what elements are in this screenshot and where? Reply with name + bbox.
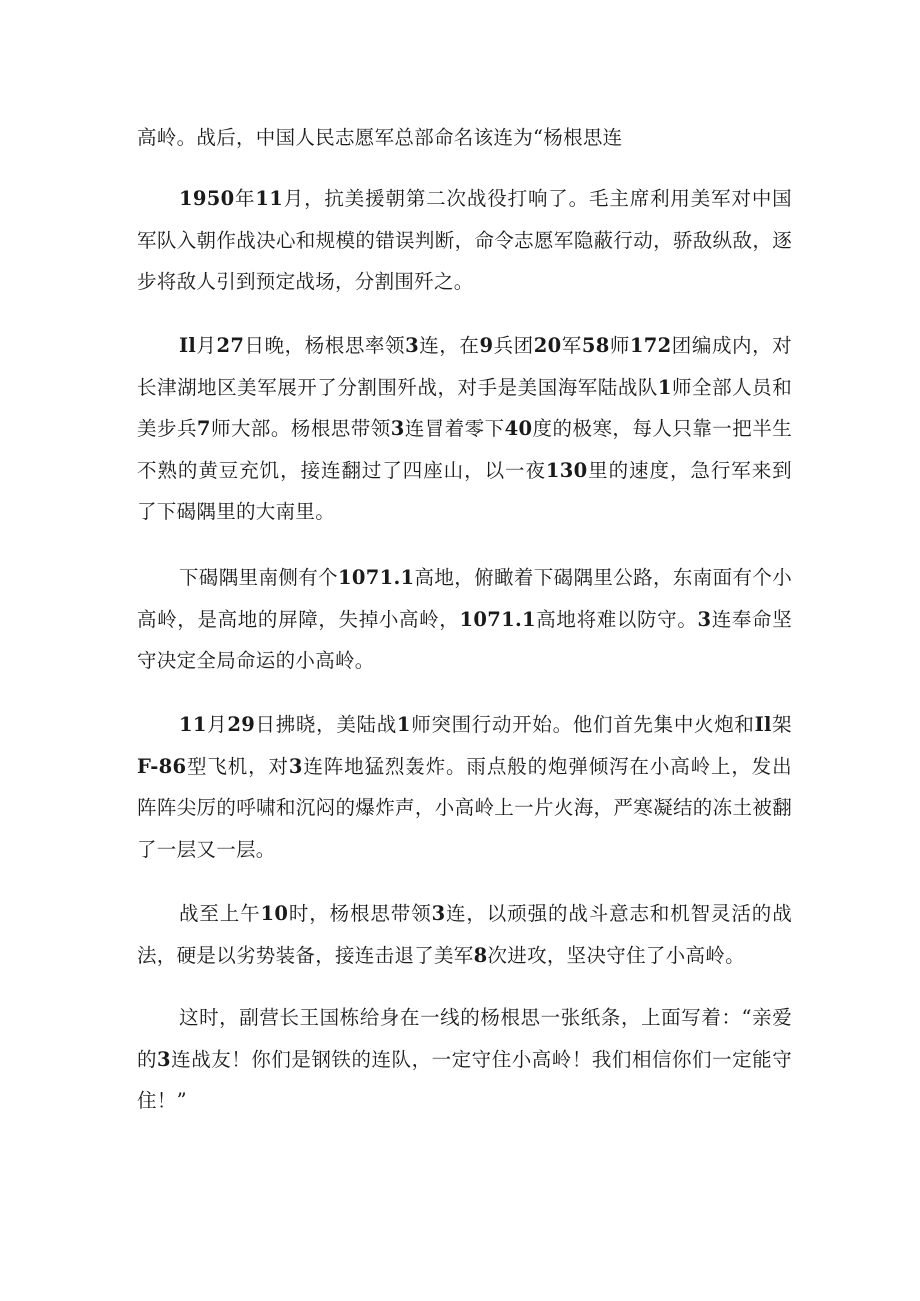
numeric-token: 3	[288, 754, 303, 778]
numeric-token: 11	[179, 713, 207, 736]
numeric-token: 3	[157, 1047, 171, 1071]
numeric-token: 3	[697, 607, 712, 631]
numeric-token: Il	[179, 334, 197, 357]
numeric-token: 3	[405, 334, 419, 357]
paragraph-bombardment: 11月29日拂晓，美陆战1师突围行动开始。他们首先集中火炮和Il架F-86型飞机，对3连阵地猛烈轰炸。雨点般的炮弹倾泻在小高岭上，发出阵阵尖厉的呼啸和沉闷的爆炸声，小高岭上一片火海，严寒凝结的冻土被翻了一层又一层。	[137, 713, 792, 861]
numeric-token: 1	[657, 375, 672, 399]
numeric-token: 1	[396, 713, 411, 736]
numeric-token: 27	[216, 334, 245, 357]
numeric-token: 8	[473, 943, 488, 967]
numeric-token: 1950	[179, 187, 235, 210]
paragraph-high-ground: 下碣隅里南侧有个1071.1高地，俯瞰着下碣隅里公路，东南面有个小高岭，是高地的屏障，失掉小高岭，1071.1高地将难以防守。3连奉命坚守决定全局命运的小高岭。	[137, 566, 792, 672]
paragraph-changjin-lake: Il月27日晚，杨根思率领3连，在9兵团20军58师172团编成内，对长津湖地区美军展开了分割围歼战，对手是美国海军陆战队1师全部人员和美步兵7师大部。杨根思带领3连冒着零下40度的极寒，每人只靠一把半生不熟的黄豆充饥，接连翻过了四座山，以一夜130里的速度，急行军来到了下碣隅里的大南里。	[137, 334, 792, 523]
numeric-token: 58	[581, 334, 610, 357]
paragraph-note: 这时，副营长王国栋给身在一线的杨根思一张纸条，上面写着：“亲爱的3连战友！你们是钢铁的连队，一定守住小高岭！我们相信你们一定能守住！”	[137, 1006, 792, 1112]
numeric-token: 40	[504, 417, 533, 440]
numeric-token: 1071.1	[459, 607, 536, 631]
numeric-token: 10	[260, 902, 289, 925]
numeric-token: 172	[629, 334, 672, 357]
numeric-token: 20	[533, 334, 562, 357]
numeric-token: 9	[479, 334, 494, 357]
numeric-token: 3	[431, 902, 446, 925]
numeric-token: 7	[196, 417, 211, 440]
numeric-token: 3	[390, 417, 405, 440]
numeric-token: Il	[754, 713, 772, 736]
numeric-token: 11	[255, 187, 284, 210]
numeric-token: 130	[545, 458, 588, 482]
paragraph-second-campaign: 1950年11月，抗美援朝第二次战役打响了。毛主席利用美军对中国军队入朝作战决心和规模的错误判断，命令志愿军隐蔽行动，骄敌纵敌，逐步将敌人引到预定战场，分割围歼之。	[137, 187, 792, 293]
paragraph-intro-fragment: 高岭。战后，中国人民志愿军总部命名该连为“杨根思连	[137, 126, 623, 149]
paragraph-repelled-attacks: 战至上午10时，杨根思带领3连，以顽强的战斗意志和机智灵活的战法，硬是以劣势装备，接连击退了美军8次进攻，坚决守住了小高岭。	[137, 902, 792, 967]
numeric-token: F-86	[137, 754, 187, 778]
numeric-token: 1071.1	[337, 566, 415, 589]
numeric-token: 29	[227, 713, 256, 736]
